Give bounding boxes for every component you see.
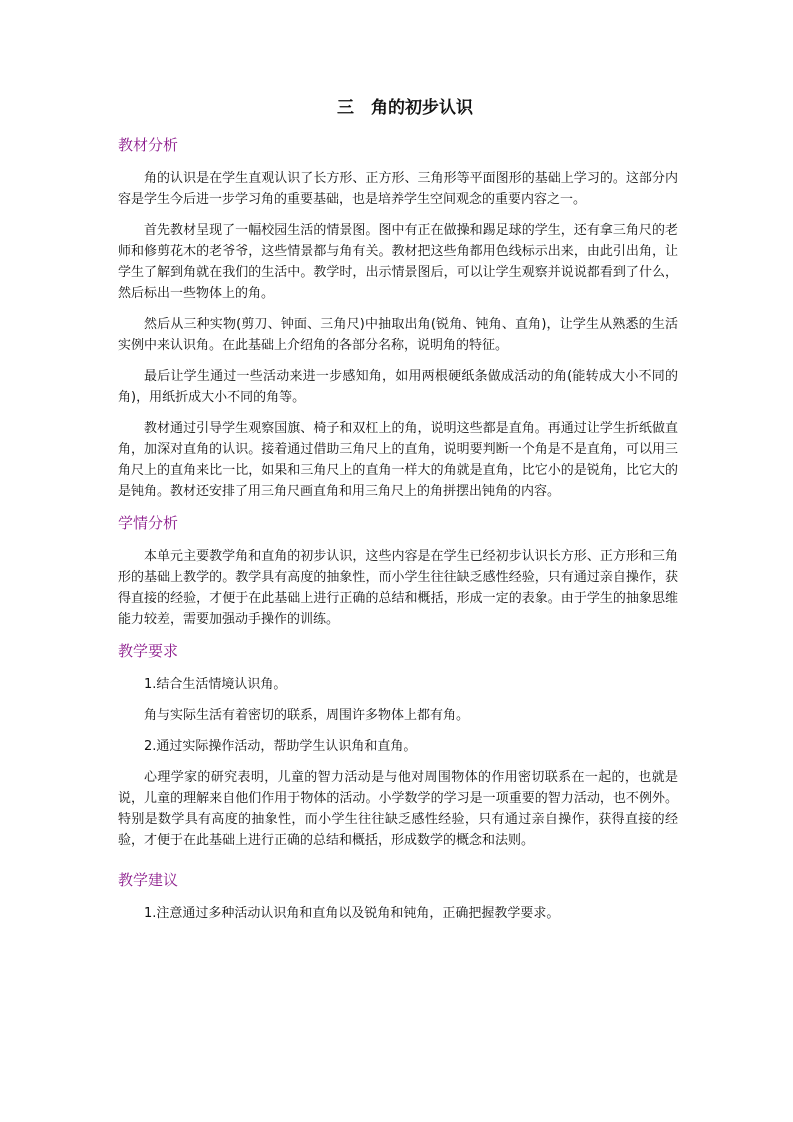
page-title: 三 角的初步认识 (337, 98, 473, 118)
section-heading: 教学要求 (118, 642, 179, 660)
paragraph: 角与实际生活有着密切的联系，周围许多物体上都有角。 (144, 708, 470, 723)
paragraph: 本单元主要教学角和直角的初步认识，这些内容是在学生已经初步认识长方形、正方形和三角形的基础上教学的。教学具有高度的抽象性，而小学生往往缺乏感性经验，只有通过亲自操作，获得直接的经验，才便于在此基础上进行正确的总结和概括，形成一定的表象。由于学生的抽象思维能力较差，需要加强动手操作的训练。 (118, 549, 678, 627)
paragraph: 然后从三种实物(剪刀、钟面、三角尺)中抽取出角(锐角、钝角、直角)，让学生从熟悉的生活实例中来认识角。在此基础上介绍角的各部分名称，说明角的特征。 (118, 317, 678, 353)
section-heading: 教学建议 (118, 871, 179, 889)
section-teaching-suggestions (118, 869, 678, 924)
section-teaching-requirements (118, 640, 678, 851)
section-textbook-analysis (118, 134, 678, 502)
paragraph: 首先教材呈现了一幅校园生活的情景图。图中有正在做操和踢足球的学生，还有拿三角尺的老师和修剪花木的老爷爷，这些情景都与角有关。教材把这些角都用色线标示出来，由此引出角，让学生了解到角就在我们的生活中。教学时，出示情景图后，可以让学生观察并说说都看到了什么，然后标出一些物体上的角。 (118, 223, 678, 301)
paragraph: 心理学家的研究表明，儿童的智力活动是与他对周围物体的作用密切联系在一起的，也就是说，儿童的理解来自他们作用于物体的活动。小学数学的学习是一项重要的智力活动，也不例外。特别是数学具有高度的抽象性，而小学生往往缺乏感性经验，只有通过亲自操作，获得直接的经验，才便于在此基础上进行正确的总结和概括，形成数学的概念和法则。 (118, 770, 678, 848)
paragraph: 1.结合生活情境认识角。 (144, 677, 287, 692)
paragraph: 角的认识是在学生直观认识了长方形、正方形、三角形等平面图形的基础上学习的。这部分内容是学生今后进一步学习角的重要基础，也是培养学生空间观念的重要内容之一。 (118, 171, 678, 207)
section-learner-analysis (118, 512, 678, 630)
document-page (118, 96, 678, 934)
section-heading: 教材分析 (118, 136, 179, 154)
section-heading: 学情分析 (118, 514, 179, 532)
paragraph: 最后让学生通过一些活动来进一步感知角，如用两根硬纸条做成活动的角(能转成大小不同的角)，用纸折成大小不同的角等。 (118, 369, 678, 405)
paragraph: 教材通过引导学生观察国旗、椅子和双杠上的角，说明这些都是直角。再通过让学生折纸做直角，加深对直角的认识。接着通过借助三角尺上的直角，说明要判断一个角是不是直角，可以用三角尺上的直角来比一比，如果和三角尺上的直角一样大的角就是直角，比它小的是锐角，比它大的是钝角。教材还安排了用三角尺画直角和用三角尺上的角拼摆出钝角的内容。 (118, 421, 678, 499)
paragraph: 2.通过实际操作活动，帮助学生认识角和直角。 (144, 739, 417, 754)
paragraph: 1.注意通过多种活动认识角和直角以及锐角和钝角，正确把握教学要求。 (144, 906, 560, 921)
